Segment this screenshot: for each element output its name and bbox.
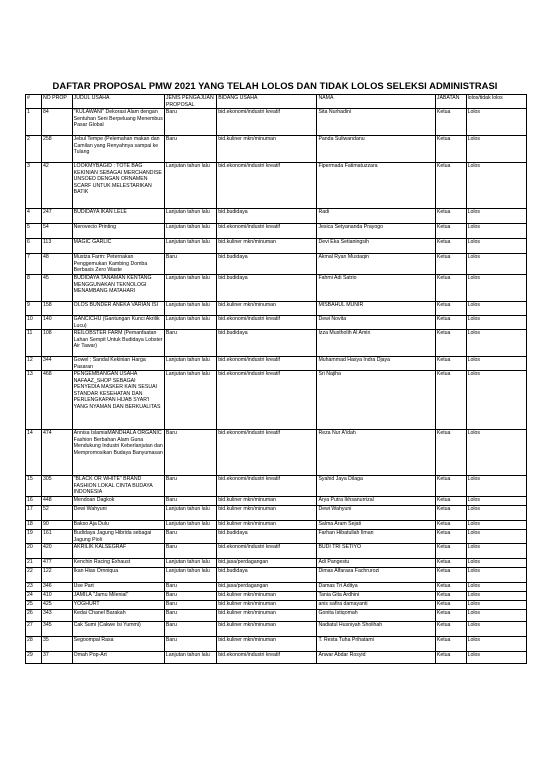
cell-status: Lolos [466, 622, 526, 637]
cell-judul-usaha: Kenchin Racing Exhaust [72, 559, 164, 568]
cell-jenis-pengajuan: Lanjutan tahun lalu [164, 521, 216, 530]
header-jabatan: JABATAN [435, 95, 466, 109]
cell-jabatan: Ketua [435, 254, 466, 275]
cell-jabatan: Ketua [435, 530, 466, 544]
cell-jabatan: Ketua [435, 209, 466, 224]
cell-bidang-usaha: bid.kuliner mkn/minuman [217, 302, 317, 316]
cell-judul-usaha: Mustza Farm: Peternakan Penggemukan Kambing Domba Berbasis Zero Waste [72, 254, 164, 275]
cell-status: Lolos [466, 592, 526, 601]
cell-judul-usaha: PENGEMBANGAN USAHA NAFAAZ_SHOP SEBAGAI PENYEDIA MASKER KAIN SESUAI STANDAR KESEHATAN DAN PERLENGKAPAN HIJAB SYAR'I YANG NYAMAN DAN BERKUALITAS [72, 371, 164, 430]
cell-jenis-pengajuan: Lanjutan tahun lalu [164, 163, 216, 209]
cell-no-prop: 258 [41, 136, 72, 163]
cell-status: Lolos [466, 530, 526, 544]
cell-no-prop: 425 [41, 601, 72, 610]
table-row [26, 275, 527, 302]
cell-nama: BUDI TRI SETIYO [317, 544, 435, 559]
table-row [26, 568, 527, 583]
table-row [26, 136, 527, 163]
cell-no-prop: 45 [41, 275, 72, 302]
table-row [26, 583, 527, 592]
cell-nama: Akmal Ryan Mustaqin [317, 254, 435, 275]
cell-jenis-pengajuan: Baru [164, 622, 216, 637]
cell-no-prop: 420 [41, 544, 72, 559]
cell-jenis-pengajuan: Lanjutan tahun lalu [164, 302, 216, 316]
cell-bidang-usaha: bid.ekonomi/industri kreatif [217, 163, 317, 209]
cell-status: Lolos [466, 652, 526, 664]
cell-judul-usaha: Cak Sumi (Cakwe Isi Yummi) [72, 622, 164, 637]
document-title: DAFTAR PROPOSAL PMW 2021 YANG TELAH LOLOS DAN TIDAK LOLOS SELEKSI ADMINISTRASI [52, 80, 498, 91]
cell-status: Lolos [466, 568, 526, 583]
cell-nama: Syahid Jaya Dilaga [317, 476, 435, 497]
table-row [26, 506, 527, 521]
cell-bidang-usaha: bid.kuliner mkn/minuman [217, 136, 317, 163]
cell-no-prop: 477 [41, 559, 72, 568]
cell-num: 25 [26, 601, 42, 610]
cell-judul-usaha: REILOBSTER FARM (Pemanfaatan Lahan Sempit Untuk Budidaya Lobster Air Tawar) [72, 330, 164, 357]
cell-bidang-usaha: bid.kuliner mkn/minuman [217, 610, 317, 622]
table-body [26, 109, 527, 664]
cell-judul-usaha: Bakso Aja Dulu [72, 521, 164, 530]
cell-nama: Devi Eka Setianingsih [317, 239, 435, 254]
cell-judul-usaha: LOOKMYBAGID : TOTE BAG KEKINIAN SEBAGAI MERCHANDISE UNSOED DENGAN ORNAMEN SCARF UNTUK MELESTARIKAN BATIK [72, 163, 164, 209]
cell-jenis-pengajuan: Baru [164, 476, 216, 497]
cell-nama: Panda Suliwandanu [317, 136, 435, 163]
cell-bidang-usaha: bid.jasa/perdagangan [217, 583, 317, 592]
cell-judul-usaha: Use Part [72, 583, 164, 592]
cell-status: Lolos [466, 163, 526, 209]
cell-jenis-pengajuan: Baru [164, 430, 216, 476]
cell-judul-usaha: BUDIDAYA IKAN LELE [72, 209, 164, 224]
table-row [26, 239, 527, 254]
cell-num: 26 [26, 610, 42, 622]
cell-jabatan: Ketua [435, 357, 466, 371]
table-row [26, 302, 527, 316]
cell-bidang-usaha: bid.kuliner mkn/minuman [217, 592, 317, 601]
cell-judul-usaha: Gowel ; Sandal Kekinian Harga Pasaran [72, 357, 164, 371]
cell-jenis-pengajuan: Lanjutan tahun lalu [164, 506, 216, 521]
cell-nama: Arya Putra Ikhsanurrizal [317, 497, 435, 506]
table-row [26, 316, 527, 330]
table-row [26, 209, 527, 224]
cell-judul-usaha: Dewi Wahyuni [72, 506, 164, 521]
table-row [26, 610, 527, 622]
cell-num: 19 [26, 530, 42, 544]
cell-jabatan: Ketua [435, 601, 466, 610]
cell-nama: Muhammad Hasya Indra Djaya [317, 357, 435, 371]
cell-jabatan: Ketua [435, 568, 466, 583]
cell-judul-usaha: Annisa IslamiaMANDHALA ORGANIC Fashion Berbahan Alam Guna Mendukung Industri Keberlanjutan dan Mempromosikan Budaya Banyumasan [72, 430, 164, 476]
cell-status: Lolos [466, 275, 526, 302]
cell-jabatan: Ketua [435, 583, 466, 592]
cell-jenis-pengajuan: Lanjutan tahun lalu [164, 224, 216, 239]
cell-status: Lolos [466, 316, 526, 330]
cell-bidang-usaha: bid.budidaya [217, 568, 317, 583]
cell-bidang-usaha: bid.budidaya [217, 330, 317, 357]
cell-jenis-pengajuan: Baru [164, 109, 216, 136]
cell-status: Lolos [466, 497, 526, 506]
table-row [26, 254, 527, 275]
cell-jenis-pengajuan: Baru [164, 637, 216, 652]
cell-no-prop: 410 [41, 592, 72, 601]
cell-jabatan: Ketua [435, 316, 466, 330]
cell-bidang-usaha: bid.kuliner mkn/minuman [217, 497, 317, 506]
cell-num: 28 [26, 637, 42, 652]
cell-no-prop: 140 [41, 316, 72, 330]
cell-nama: Farhan Hibatullah Ilman [317, 530, 435, 544]
cell-bidang-usaha: bid.ekonomi/industri kreatif [217, 357, 317, 371]
cell-jenis-pengajuan: Baru [164, 592, 216, 601]
cell-judul-usaha: BUDIDAYA TANAMAN KENTANG MENGGUNAKAN TEKNOLOGI MENAMBANG MATAHARI [72, 275, 164, 302]
cell-num: 23 [26, 583, 42, 592]
cell-num: 9 [26, 302, 42, 316]
cell-status: Lolos [466, 209, 526, 224]
cell-no-prop: 468 [41, 371, 72, 430]
cell-num: 6 [26, 239, 42, 254]
cell-nama: Radi [317, 209, 435, 224]
cell-bidang-usaha: bid.ekonomi/industri kreatif [217, 430, 317, 476]
cell-jabatan: Ketua [435, 371, 466, 430]
cell-num: 3 [26, 163, 42, 209]
cell-jabatan: Ketua [435, 497, 466, 506]
table-row [26, 330, 527, 357]
cell-num: 8 [26, 275, 42, 302]
cell-status: Lolos [466, 601, 526, 610]
cell-jenis-pengajuan: Lanjutan tahun lalu [164, 209, 216, 224]
cell-jabatan: Ketua [435, 136, 466, 163]
cell-status: Lolos [466, 506, 526, 521]
cell-num: 29 [26, 652, 42, 664]
cell-jenis-pengajuan: Baru [164, 136, 216, 163]
cell-num: 2 [26, 136, 42, 163]
cell-judul-usaha: Ikan Hias Ornniqua [72, 568, 164, 583]
cell-bidang-usaha: bid.ekonomi/industri kreatif [217, 476, 317, 497]
cell-num: 1 [26, 109, 42, 136]
cell-jenis-pengajuan: Lanjutan tahun lalu [164, 275, 216, 302]
cell-jabatan: Ketua [435, 521, 466, 530]
cell-num: 27 [26, 622, 42, 637]
cell-no-prop: 90 [41, 521, 72, 530]
cell-jabatan: Ketua [435, 163, 466, 209]
cell-nama: Dewi Novita [317, 316, 435, 330]
cell-status: Lolos [466, 521, 526, 530]
table-row [26, 559, 527, 568]
cell-num: 16 [26, 497, 42, 506]
cell-no-prop: 48 [41, 254, 72, 275]
cell-bidang-usaha: bid.kuliner mkn/minuman [217, 601, 317, 610]
cell-jabatan: Ketua [435, 637, 466, 652]
cell-jabatan: Ketua [435, 544, 466, 559]
cell-num: 24 [26, 592, 42, 601]
cell-no-prop: 346 [41, 583, 72, 592]
table-row [26, 622, 527, 637]
cell-judul-usaha: AKRILIK KALSEGRAF [72, 544, 164, 559]
cell-jabatan: Ketua [435, 302, 466, 316]
cell-status: Lolos [466, 544, 526, 559]
table-row [26, 530, 527, 544]
table-row [26, 497, 527, 506]
cell-jenis-pengajuan: Lanjutan tahun lalu [164, 652, 216, 664]
table-row [26, 476, 527, 497]
cell-nama: Sri Najiha [317, 371, 435, 430]
cell-num: 5 [26, 224, 42, 239]
cell-status: Lolos [466, 430, 526, 476]
cell-status: Lolos [466, 583, 526, 592]
table-row [26, 430, 527, 476]
cell-bidang-usaha: bid.budidaya [217, 209, 317, 224]
cell-jenis-pengajuan: Lanjutan tahun lalu [164, 316, 216, 330]
cell-nama: Reza Nur A'idah [317, 430, 435, 476]
cell-jabatan: Ketua [435, 622, 466, 637]
cell-status: Lolos [466, 371, 526, 430]
cell-jenis-pengajuan: Baru [164, 330, 216, 357]
cell-jenis-pengajuan: Lanjutan tahun lalu [164, 559, 216, 568]
cell-status: Lolos [466, 610, 526, 622]
header-status: lolos/tidak lolos [466, 95, 526, 109]
cell-num: 15 [26, 476, 42, 497]
cell-no-prop: 122 [41, 568, 72, 583]
cell-no-prop: 52 [41, 506, 72, 521]
cell-judul-usaha: Segoompal Rasa [72, 637, 164, 652]
cell-nama: Dimas Alfarasa Fachrurozi [317, 568, 435, 583]
cell-status: Lolos [466, 109, 526, 136]
cell-num: 11 [26, 330, 42, 357]
cell-no-prop: 448 [41, 497, 72, 506]
table-row [26, 357, 527, 371]
proposal-table [25, 94, 527, 664]
cell-no-prop: 345 [41, 622, 72, 637]
cell-bidang-usaha: bid.budidaya [217, 530, 317, 544]
cell-jenis-pengajuan: Lanjutan tahun lalu [164, 357, 216, 371]
header-nama: NAMA [317, 95, 435, 109]
cell-jabatan: Ketua [435, 239, 466, 254]
cell-jenis-pengajuan: Lanjutan tahun lalu [164, 239, 216, 254]
cell-no-prop: 474 [41, 430, 72, 476]
header-no-prop: NO PROP [41, 95, 72, 109]
cell-jenis-pengajuan: Baru [164, 497, 216, 506]
cell-jenis-pengajuan: Baru [164, 254, 216, 275]
cell-judul-usaha: "KULAWANI" Dekorasi Alam dengan Sentuhan Seni Berpeluang Menembus Pasar Global [72, 109, 164, 136]
cell-status: Lolos [466, 330, 526, 357]
table-row [26, 601, 527, 610]
cell-status: Lolos [466, 224, 526, 239]
table-row [26, 652, 527, 664]
cell-jabatan: Ketua [435, 610, 466, 622]
cell-num: 21 [26, 559, 42, 568]
cell-judul-usaha: YOGHURT [72, 601, 164, 610]
cell-no-prop: 42 [41, 163, 72, 209]
cell-num: 10 [26, 316, 42, 330]
cell-bidang-usaha: bid.budidaya [217, 254, 317, 275]
cell-bidang-usaha: bid.kuliner mkn/minuman [217, 521, 317, 530]
cell-nama: Fipermada Fatimatuzzara [317, 163, 435, 209]
cell-bidang-usaha: bid.ekonomi/industri kreatif [217, 316, 317, 330]
cell-num: 22 [26, 568, 42, 583]
cell-bidang-usaha: bid.kuliner mkn/minuman [217, 622, 317, 637]
cell-judul-usaha: Nerovecio Printing [72, 224, 164, 239]
cell-jabatan: Ketua [435, 592, 466, 601]
cell-num: 20 [26, 544, 42, 559]
cell-nama: MISBAHUL MUNIR [317, 302, 435, 316]
cell-no-prop: 161 [41, 530, 72, 544]
cell-judul-usaha: Jebul Tempe (Pelemahan makan dan Camilan yang Renyahnya sampai ke Tulang [72, 136, 164, 163]
cell-bidang-usaha: bid.ekonomi/industri kreatif [217, 652, 317, 664]
cell-bidang-usaha: bid.kuliner mkn/minuman [217, 506, 317, 521]
table-row [26, 224, 527, 239]
table-header-row [26, 95, 527, 109]
cell-nama: Gonita Istiqomah [317, 610, 435, 622]
cell-nama: anis safira damayanti [317, 601, 435, 610]
cell-nama: Nadiatul Husniyah Sholihah [317, 622, 435, 637]
table-row [26, 371, 527, 430]
table-row [26, 109, 527, 136]
cell-num: 12 [26, 357, 42, 371]
cell-nama: Damas Tri Aditya [317, 583, 435, 592]
cell-nama: Tania Gita Ardhini [317, 592, 435, 601]
cell-num: 13 [26, 371, 42, 430]
cell-judul-usaha: Mendoan Dagkok [72, 497, 164, 506]
cell-bidang-usaha: bid.ekonomi/industri kreatif [217, 109, 317, 136]
cell-judul-usaha: Omah Pop-Art [72, 652, 164, 664]
cell-no-prop: 108 [41, 330, 72, 357]
table-row [26, 592, 527, 601]
cell-no-prop: 35 [41, 637, 72, 652]
cell-jabatan: Ketua [435, 559, 466, 568]
cell-nama: T. Resta Tuha Prihatami [317, 637, 435, 652]
cell-nama: Sita Nurhadini [317, 109, 435, 136]
cell-nama: Dewi Wahyuni [317, 506, 435, 521]
cell-bidang-usaha: bid.budidaya [217, 275, 317, 302]
cell-status: Lolos [466, 559, 526, 568]
cell-nama: Izza Mustholih Al Amin [317, 330, 435, 357]
cell-no-prop: 84 [41, 109, 72, 136]
header-num: # [26, 95, 42, 109]
cell-no-prop: 247 [41, 209, 72, 224]
cell-num: 18 [26, 521, 42, 530]
cell-jabatan: Ketua [435, 430, 466, 476]
cell-status: Lolos [466, 476, 526, 497]
cell-status: Lolos [466, 254, 526, 275]
cell-no-prop: 158 [41, 302, 72, 316]
cell-nama: Jesica Setyananda Prayogo [317, 224, 435, 239]
table-row [26, 521, 527, 530]
cell-jenis-pengajuan: Baru [164, 530, 216, 544]
cell-judul-usaha: JAMILA "Jamu Milenial" [72, 592, 164, 601]
cell-jenis-pengajuan: Baru [164, 544, 216, 559]
table-row [26, 637, 527, 652]
cell-status: Lolos [466, 357, 526, 371]
cell-no-prop: 54 [41, 224, 72, 239]
cell-status: Lolos [466, 302, 526, 316]
table-row [26, 163, 527, 209]
cell-judul-usaha: MAGIC GARLIC [72, 239, 164, 254]
table-row [26, 544, 527, 559]
cell-no-prop: 37 [41, 652, 72, 664]
cell-nama: Anwar Abdar Rosyid [317, 652, 435, 664]
cell-bidang-usaha: bid.jasa/perdagangan [217, 559, 317, 568]
cell-no-prop: 305 [41, 476, 72, 497]
header-jenis-pengajuan: JENIS PENGAJUAN PROPOSAL [164, 95, 216, 109]
cell-num: 4 [26, 209, 42, 224]
cell-bidang-usaha: bid.ekonomi/industri kreatif [217, 371, 317, 430]
cell-status: Lolos [466, 637, 526, 652]
cell-judul-usaha: Kedai Chanel Barakah [72, 610, 164, 622]
cell-bidang-usaha: bid.kuliner mkn/minuman [217, 637, 317, 652]
cell-no-prop: 113 [41, 239, 72, 254]
cell-judul-usaha: OLOS BUNDER ANEKA VARIAN ISI [72, 302, 164, 316]
cell-judul-usaha: GANCICHU (Gantungan Kunci Akrilik Lucu) [72, 316, 164, 330]
cell-jabatan: Ketua [435, 330, 466, 357]
cell-jabatan: Ketua [435, 506, 466, 521]
cell-jenis-pengajuan: Lanjutan tahun lalu [164, 371, 216, 430]
cell-bidang-usaha: bid.ekonomi/industri kreatif [217, 224, 317, 239]
cell-no-prop: 344 [41, 357, 72, 371]
cell-jenis-pengajuan: Lanjutan tahun lalu [164, 568, 216, 583]
cell-jabatan: Ketua [435, 476, 466, 497]
header-bidang-usaha: BIDANG USAHA [217, 95, 317, 109]
cell-nama: Adi Pangestu [317, 559, 435, 568]
cell-num: 14 [26, 430, 42, 476]
cell-num: 17 [26, 506, 42, 521]
cell-jabatan: Ketua [435, 652, 466, 664]
cell-status: Lolos [466, 239, 526, 254]
cell-bidang-usaha: bid.kuliner mkn/minuman [217, 239, 317, 254]
cell-status: Lolos [466, 136, 526, 163]
cell-jenis-pengajuan: Baru [164, 610, 216, 622]
cell-bidang-usaha: bid.ekonomi/industri kreatif [217, 544, 317, 559]
cell-jabatan: Ketua [435, 275, 466, 302]
cell-judul-usaha: "BLACK OR WHITE" BRAND FASHION LOKAL CINTA BUDAYA INDONESIA [72, 476, 164, 497]
cell-nama: Salma Aram Sejati [317, 521, 435, 530]
cell-nama: Fahmi Adi Satrio [317, 275, 435, 302]
cell-no-prop: 343 [41, 610, 72, 622]
cell-jabatan: Ketua [435, 224, 466, 239]
cell-jenis-pengajuan: Baru [164, 583, 216, 592]
cell-jenis-pengajuan: Baru [164, 601, 216, 610]
cell-num: 7 [26, 254, 42, 275]
header-judul-usaha: JUDUL USAHA [72, 95, 164, 109]
cell-judul-usaha: Budidaya Jagung Hibrida sebagai Jagung Pioli [72, 530, 164, 544]
cell-jabatan: Ketua [435, 109, 466, 136]
